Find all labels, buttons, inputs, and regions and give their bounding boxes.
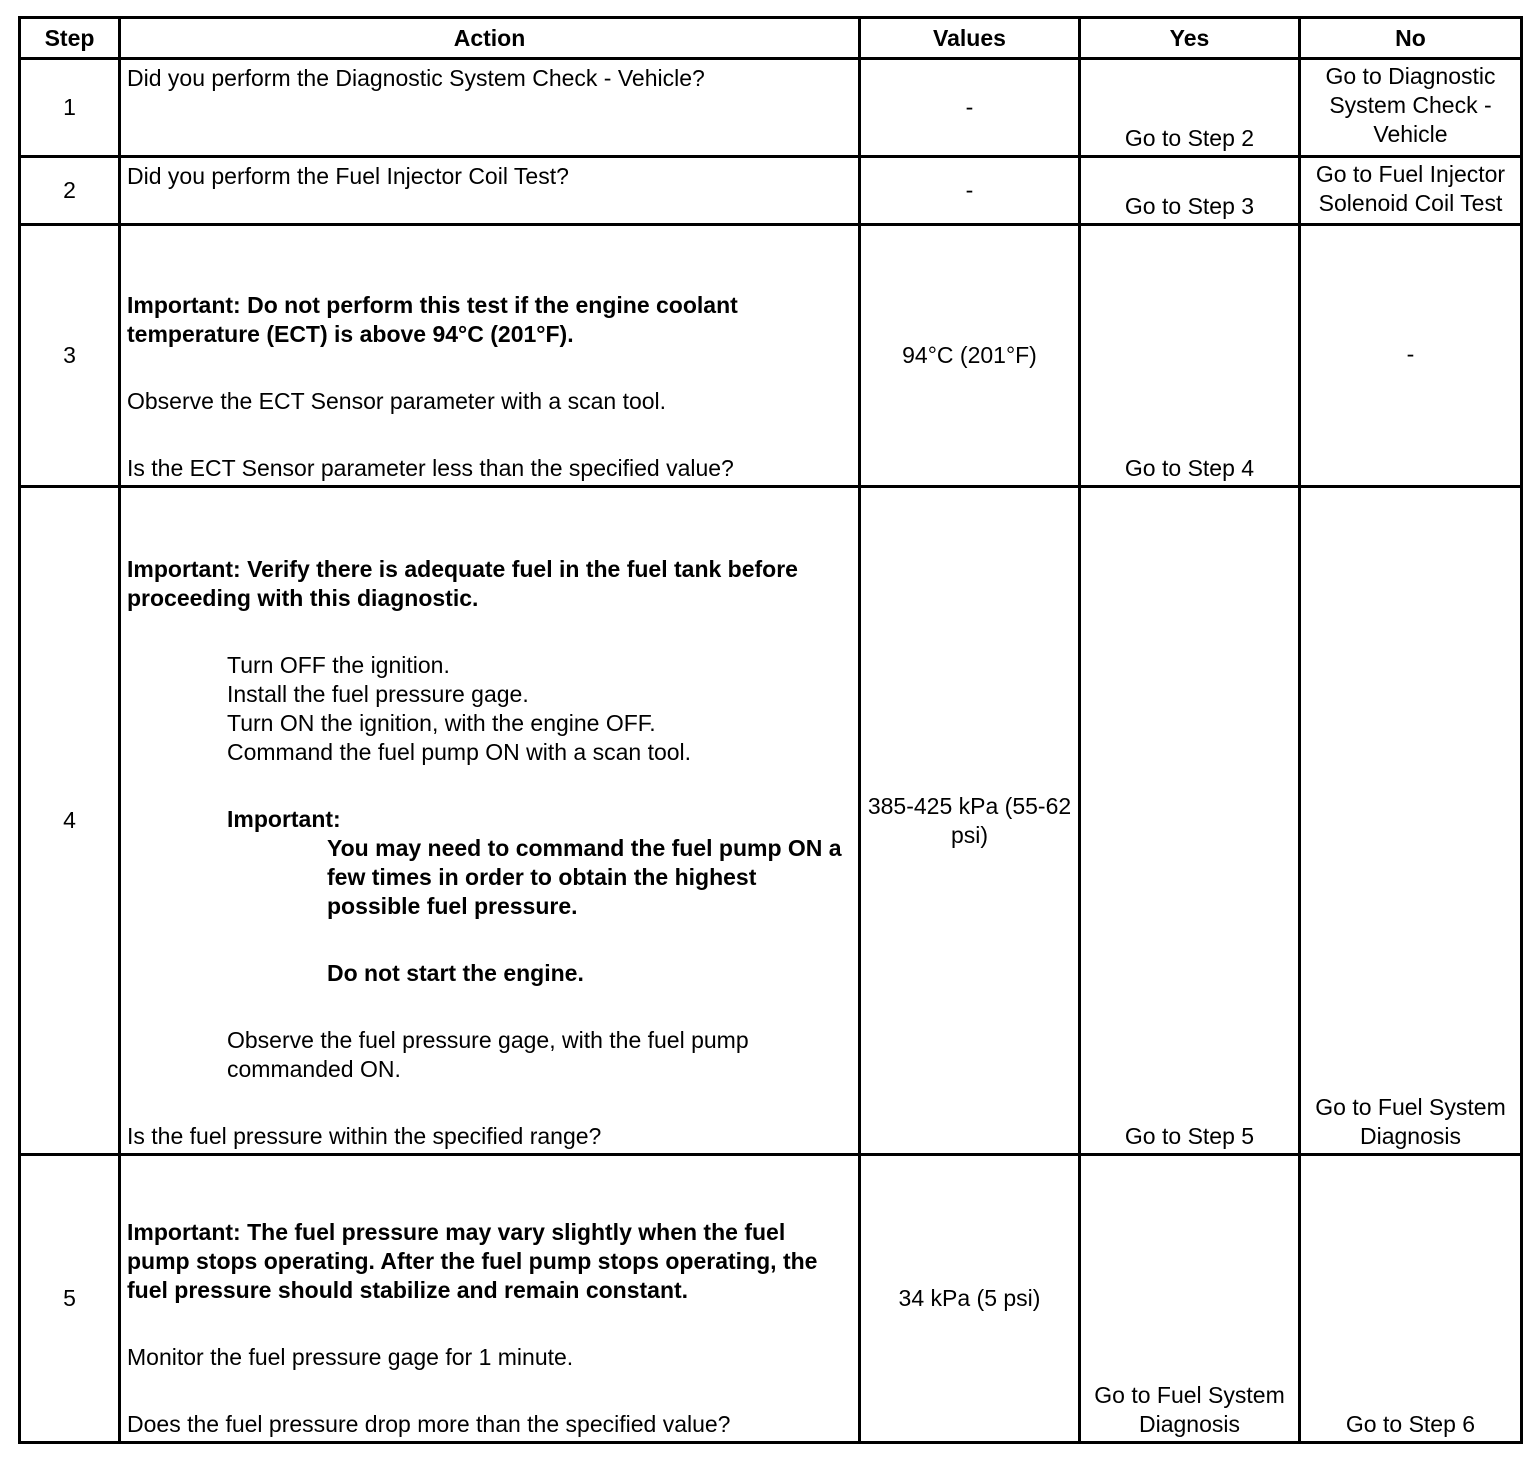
important-note: Important: Verify there is adequate fuel in the fuel tank before proceeding with this diagnostic.	[127, 556, 798, 611]
procedure-step: Install the fuel pressure gage.	[227, 681, 529, 707]
header-action: Action	[120, 18, 860, 59]
step-number: 1	[20, 59, 120, 157]
action-instruction: Monitor the fuel pressure gage for 1 minute.	[127, 1344, 574, 1370]
yes-cell: Go to Fuel System Diagnosis	[1080, 1155, 1300, 1443]
table-row	[20, 225, 1522, 487]
important-note: Important: The fuel pressure may vary slightly when the fuel pump stops operating. After the fuel pump stops operating, the fuel pressure should stabilize and remain constant.	[127, 1219, 818, 1303]
no-cell: Go to Step 6	[1300, 1155, 1522, 1443]
table-row	[20, 157, 1522, 225]
action-cell	[120, 487, 860, 1155]
no-cell: Go to Fuel System Diagnosis	[1300, 487, 1522, 1155]
action-question: Did you perform the Diagnostic System Check - Vehicle?	[127, 65, 705, 91]
header-no: No	[1300, 18, 1522, 59]
action-cell	[120, 1155, 860, 1443]
action-cell	[120, 157, 860, 225]
important-note: You may need to command the fuel pump ON a few times in order to obtain the highest possible fuel pressure.	[327, 835, 842, 919]
action-instruction: Observe the fuel pressure gage, with the fuel pump commanded ON.	[227, 1027, 749, 1082]
procedure-step: Turn ON the ignition, with the engine OFF.	[227, 710, 656, 736]
action-question: Is the ECT Sensor parameter less than the specified value?	[127, 455, 734, 481]
action-cell	[120, 225, 860, 487]
step-number: 3	[20, 225, 120, 487]
header-values: Values	[860, 18, 1080, 59]
table-row	[20, 59, 1522, 157]
table-row	[20, 1155, 1522, 1443]
header-yes: Yes	[1080, 18, 1300, 59]
action-question: Did you perform the Fuel Injector Coil Test?	[127, 163, 569, 189]
value-cell: -	[860, 157, 1080, 225]
header-row	[20, 18, 1522, 59]
value-cell: 94°C (201°F)	[860, 225, 1080, 487]
action-question: Is the fuel pressure within the specified range?	[127, 1123, 602, 1149]
action-instruction: Observe the ECT Sensor parameter with a scan tool.	[127, 388, 667, 414]
action-question: Does the fuel pressure drop more than the specified value?	[127, 1411, 731, 1437]
no-cell: Go to Diagnostic System Check - Vehicle	[1300, 59, 1522, 157]
no-cell: Go to Fuel Injector Solenoid Coil Test	[1300, 157, 1522, 225]
header-step: Step	[20, 18, 120, 59]
value-cell: -	[860, 59, 1080, 157]
action-cell	[120, 59, 860, 157]
important-note: Important: Do not perform this test if the engine coolant temperature (ECT) is above 94°C (201°F).	[127, 292, 738, 347]
step-number: 5	[20, 1155, 120, 1443]
diagnostic-table	[18, 16, 1523, 1444]
step-number: 2	[20, 157, 120, 225]
step-number: 4	[20, 487, 120, 1155]
important-note: Do not start the engine.	[327, 960, 584, 986]
yes-cell: Go to Step 4	[1080, 225, 1300, 487]
procedure-step: Command the fuel pump ON with a scan tool.	[227, 739, 692, 765]
yes-cell: Go to Step 5	[1080, 487, 1300, 1155]
no-cell: -	[1300, 225, 1522, 487]
yes-cell: Go to Step 3	[1080, 157, 1300, 225]
value-cell: 385-425 kPa (55-62 psi)	[860, 487, 1080, 1155]
procedure-step: Turn OFF the ignition.	[227, 652, 450, 678]
value-cell: 34 kPa (5 psi)	[860, 1155, 1080, 1443]
table-row	[20, 487, 1522, 1155]
important-label: Important:	[227, 806, 341, 832]
yes-cell: Go to Step 2	[1080, 59, 1300, 157]
